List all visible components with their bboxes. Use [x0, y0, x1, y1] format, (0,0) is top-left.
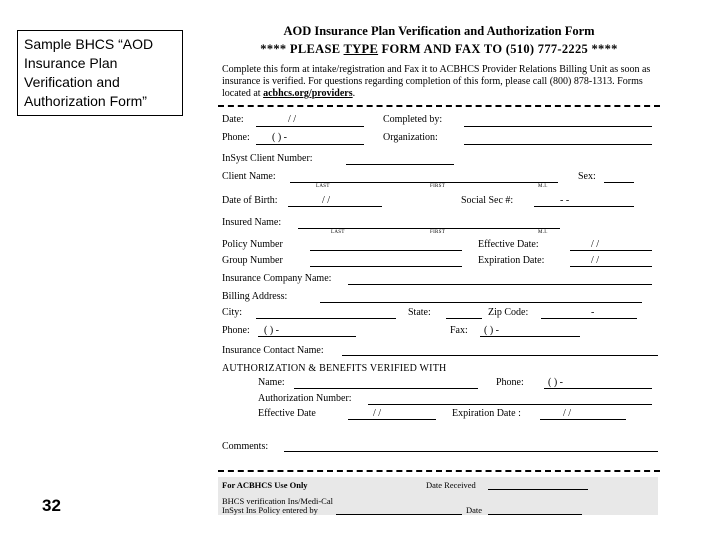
auth-name-field[interactable]	[294, 388, 478, 389]
insured-last-caption: LAST	[331, 230, 345, 235]
fax-label: Fax:	[450, 325, 468, 336]
date2-field[interactable]	[488, 514, 582, 515]
phone-format: ( ) -	[272, 132, 287, 143]
fax-format: ( ) -	[484, 325, 499, 336]
insyst-policy-field[interactable]	[336, 514, 462, 515]
ssn-label: Social Sec #:	[461, 195, 514, 206]
billing-phone-format: ( ) -	[264, 325, 279, 336]
effective-date-label: Effective Date:	[478, 239, 539, 250]
insurance-form	[218, 20, 660, 516]
state-field[interactable]	[446, 318, 482, 319]
expiration-date-label: Expiration Date:	[478, 255, 545, 266]
auth-expiration-date-field[interactable]	[540, 419, 626, 420]
acbhcs-use-label: For ACBHCS Use Only	[222, 480, 308, 490]
divider-bottom	[218, 470, 660, 472]
organization-label: Organization:	[383, 132, 438, 143]
zip-label: Zip Code:	[488, 307, 529, 318]
group-number-field[interactable]	[310, 266, 462, 267]
effective-date-field[interactable]	[570, 250, 652, 251]
insyst-client-label: InSyst Client Number:	[222, 153, 313, 164]
effective-date-slashes: / /	[591, 239, 600, 250]
sex-label: Sex:	[578, 171, 596, 182]
instructions-text: Complete this form at intake/registration and Fax it to ACBHCS Provider Relations Billing Unit as soon as insurance is verified. For questions regarding completion of this form, please call (800) 878-1313. Forms located at	[222, 64, 651, 99]
zip-format: -	[591, 307, 595, 318]
date-received-label: Date Received	[426, 480, 476, 490]
billing-address-field[interactable]	[320, 302, 642, 303]
city-label: City:	[222, 307, 243, 318]
billing-address-label: Billing Address:	[222, 291, 288, 302]
auth-expiration-slashes: / /	[563, 408, 572, 419]
subtitle-prefix: **** PLEASE	[260, 42, 344, 56]
slide-number: 32	[42, 496, 61, 515]
instructions-end: .	[352, 88, 356, 99]
dob-label: Date of Birth:	[222, 195, 278, 206]
sex-field[interactable]	[604, 182, 634, 183]
date2-label: Date	[466, 505, 483, 515]
billing-phone-label: Phone:	[222, 325, 250, 336]
providers-link[interactable]: acbhcs.org/providers	[263, 88, 353, 99]
auth-effective-date-label: Effective Date	[258, 408, 316, 419]
insyst-policy-label: InSyst Ins Policy entered by	[222, 505, 318, 515]
subtitle-suffix: FORM AND FAX TO (510) 777-2225 ****	[378, 42, 618, 56]
state-label: State:	[408, 307, 431, 318]
comments-label: Comments:	[222, 441, 269, 452]
form-instructions	[222, 64, 660, 100]
auth-phone-label: Phone:	[496, 377, 524, 388]
auth-section-header: AUTHORIZATION & BENEFITS VERIFIED WITH	[222, 363, 447, 374]
form-title: AOD Insurance Plan Verification and Authorization Form	[283, 24, 595, 38]
expiration-date-slashes: / /	[591, 255, 600, 266]
divider-top	[218, 105, 660, 107]
insurance-contact-label: Insurance Contact Name:	[222, 345, 324, 356]
client-first-caption: FIRST	[430, 184, 446, 189]
date-label: Date:	[222, 114, 244, 125]
insurance-company-label: Insurance Company Name:	[222, 273, 332, 284]
client-name-label: Client Name:	[222, 171, 276, 182]
completed-by-field[interactable]	[464, 126, 652, 127]
comments-field[interactable]	[284, 451, 658, 452]
group-number-label: Group Number	[222, 255, 283, 266]
fax-field[interactable]	[480, 336, 580, 337]
policy-number-label: Policy Number	[222, 239, 283, 250]
expiration-date-field[interactable]	[570, 266, 652, 267]
auth-effective-slashes: / /	[373, 408, 382, 419]
insured-name-field[interactable]	[298, 228, 560, 229]
zip-field[interactable]	[541, 318, 637, 319]
insured-mi-caption: M.I.	[538, 230, 548, 235]
client-last-caption: LAST	[316, 184, 330, 189]
billing-phone-field[interactable]	[258, 336, 356, 337]
phone-field[interactable]	[256, 144, 364, 145]
city-field[interactable]	[256, 318, 396, 319]
date-received-field[interactable]	[488, 489, 588, 490]
date-field[interactable]	[256, 126, 364, 127]
dob-slashes: / /	[322, 195, 331, 206]
client-name-field[interactable]	[290, 182, 558, 183]
auth-number-field[interactable]	[368, 404, 652, 405]
dob-field[interactable]	[288, 206, 382, 207]
client-mi-caption: M.I.	[538, 184, 548, 189]
bhcs-verification-label: BHCS verification Ins/Medi-Cal	[222, 496, 333, 506]
policy-number-field[interactable]	[310, 250, 462, 251]
insured-first-caption: FIRST	[430, 230, 446, 235]
slide-caption: Sample BHCS “AOD Insurance Plan Verification and Authorization Form”	[17, 30, 183, 116]
phone-label: Phone:	[222, 132, 250, 143]
form-subtitle	[218, 42, 660, 57]
auth-expiration-date-label: Expiration Date :	[452, 408, 521, 419]
insurance-company-field[interactable]	[348, 284, 652, 285]
insurance-contact-field[interactable]	[342, 355, 658, 356]
completed-by-label: Completed by:	[383, 114, 443, 125]
auth-phone-format: ( ) -	[548, 377, 563, 388]
organization-field[interactable]	[464, 144, 652, 145]
insyst-client-field[interactable]	[346, 164, 454, 165]
auth-effective-date-field[interactable]	[348, 419, 436, 420]
auth-number-label: Authorization Number:	[258, 393, 352, 404]
auth-phone-field[interactable]	[544, 388, 652, 389]
insured-name-label: Insured Name:	[222, 217, 282, 228]
ssn-field[interactable]	[534, 206, 634, 207]
date-slashes: / /	[288, 114, 297, 125]
auth-name-label: Name:	[258, 377, 285, 388]
ssn-format: - -	[560, 195, 570, 206]
subtitle-type: TYPE	[343, 42, 379, 56]
